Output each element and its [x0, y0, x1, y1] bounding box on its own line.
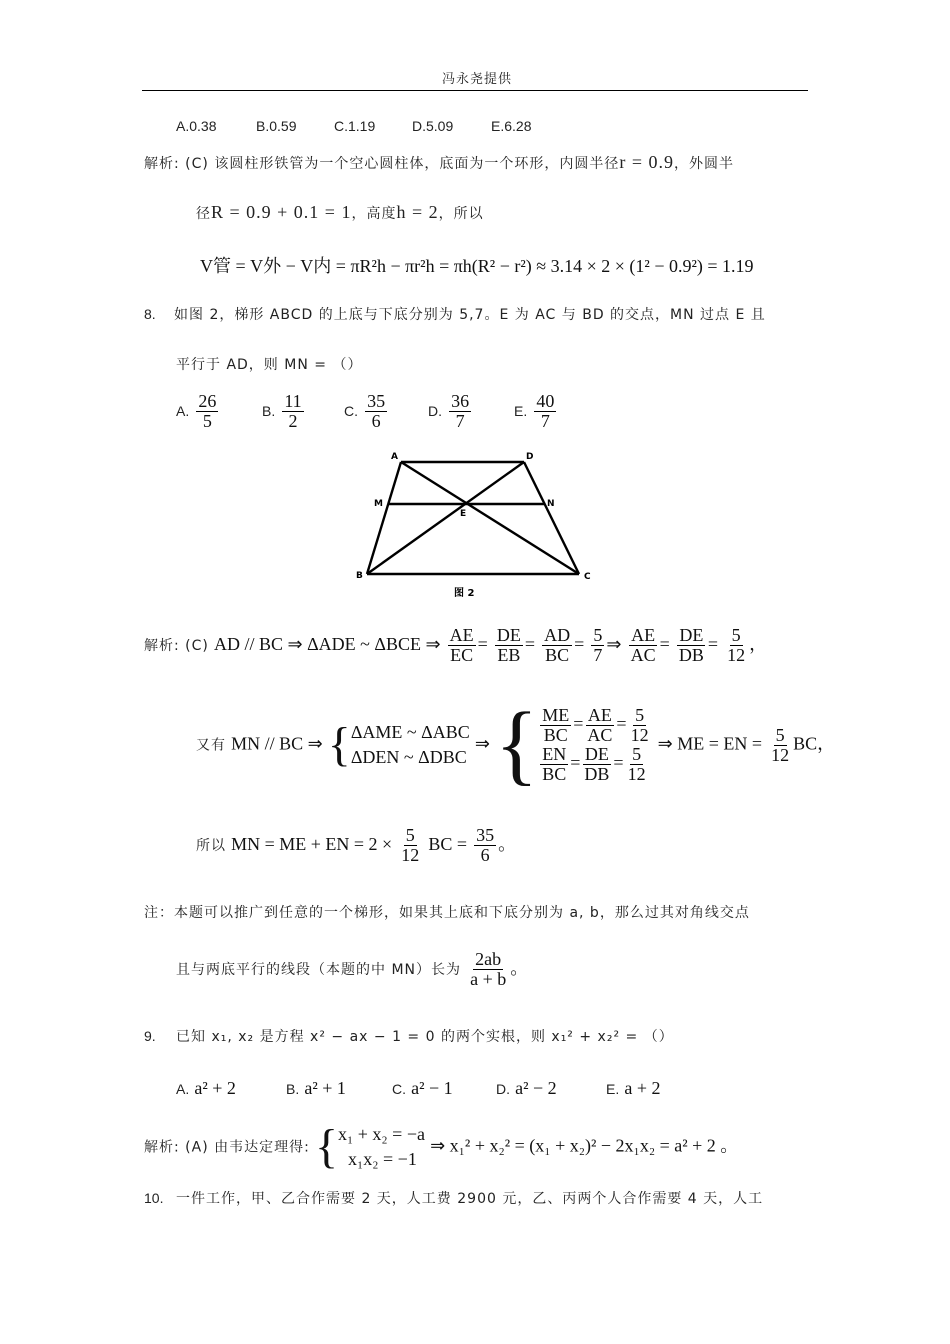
point-m-label: M — [374, 499, 383, 509]
edge-ab — [367, 462, 401, 574]
q8-option-a: A. $\frac{26}{5}$ — [176, 391, 217, 431]
q9-option-c: C. a² − 1 — [392, 1078, 453, 1098]
trapezoid-figure — [350, 448, 610, 603]
q8-stem-line1: 如图 2，梯形 ABCD 的上底与下底分别为 5,7。E 为 AC 与 BD 的交点，MN 过点 E 且 — [174, 307, 766, 323]
note-line2: 且与两底平行的线段（本题的中 MN）长为 $\frac{2ab}{a + b}$ 。 — [176, 949, 529, 989]
q9-option-e: E. a + 2 — [606, 1078, 661, 1098]
q10-stem: 一件工作，甲、乙合作需要 2 天，人工费 2900 元，乙、丙两个人合作需要 4 天，人工 — [176, 1191, 764, 1207]
q9-option-d: D. a² − 2 — [496, 1078, 557, 1098]
q10-number: 10. — [144, 1190, 164, 1206]
q7-solution-line2: 径R = 0.9 + 0.1 = 1，高度h = 2，所以 — [196, 202, 484, 222]
q8-solution-line1: 解析: (C) AD // BC ⇒ ΔADE ~ ΔBCE ⇒ $\frac{AE}{EC}$ = $\frac{DE}{EB}$ = $\frac{AD}{BC}$ = $\frac{5}{7}$ ⇒ $\frac{AE}{AC}$ = $\frac{DE}{DB}$ = $\frac{5}{12}$ ， — [144, 625, 768, 665]
q9-stem: 已知 x₁, x₂ 是方程 x² − ax − 1 = 0 的两个实根，则 x₁² + x₂² = （） — [176, 1029, 674, 1045]
q8-solution-line3: 所以 MN = ME + EN = 2 × $\frac{5}{12}$ BC = $\frac{35}{6}$ 。 — [196, 825, 517, 865]
q7-option-c: C.1.19 — [334, 118, 376, 134]
point-c-label: C — [584, 572, 591, 582]
q8-solution-line2: 又有 MN // BC ⇒ { ΔAME ~ ΔABC ΔDEN ~ ΔDBC ⇒ { $\frac{ME}{BC}$ = $\frac{AE}{AC}$ = $\frac{5}{12}$ $\frac{EN}{BC}$ = $\frac{DE}{DB}$ = $\frac{5}{12}$ ⇒ ME = EN = $\frac{5}{12}$ BC， — [196, 695, 836, 794]
q9-solution: 解析: (A) 由韦达定理得: { x₁ + x₂ = −a x₁x₂ = −1 ⇒ x₁² + x₂² = (x₁ + x₂)² − 2x₁x₂ = a² + 2 。 — [144, 1120, 739, 1174]
page-header: 冯永尧提供 — [442, 72, 513, 87]
diagonal-bd — [367, 462, 524, 574]
q9-option-a: A. a² + 2 — [176, 1078, 236, 1098]
q7-option-a: A.0.38 — [176, 118, 217, 134]
note-line1: 注：本题可以推广到任意的一个梯形，如果其上底和下底分别为 a, b，那么过其对角线交点 — [144, 905, 750, 921]
point-e-label: E — [460, 509, 467, 519]
q9-option-b: B. a² + 1 — [286, 1078, 346, 1098]
q8-option-b: B. $\frac{11}{2}$ — [262, 391, 302, 431]
q8-number: 8. — [144, 306, 156, 322]
q7-solution-line1: 解析: (C) 该圆柱形铁管为一个空心圆柱体，底面为一个环形，内圆半径r = 0.9，外圆半 — [144, 152, 734, 172]
q7-option-d: D.5.09 — [412, 118, 454, 134]
q7-volume-equation: V管 = V外 − V内 = πR²h − πr²h = πh(R² − r²) ≈ 3.14 × 2 × (1² − 0.9²) = 1.19 — [200, 256, 754, 276]
q7-option-e: E.6.28 — [491, 118, 532, 134]
point-a-label: A — [391, 452, 398, 462]
q7-option-b: B.0.59 — [256, 118, 297, 134]
q9-number: 9. — [144, 1028, 156, 1044]
header-rule — [142, 90, 808, 91]
q8-stem-line2: 平行于 AD，则 MN = （） — [176, 357, 363, 373]
point-d-label: D — [526, 452, 534, 462]
q8-option-d: D. $\frac{36}{7}$ — [428, 391, 470, 431]
q8-option-e: E. $\frac{40}{7}$ — [514, 391, 555, 431]
point-b-label: B — [356, 571, 363, 581]
figure-caption: 图 2 — [454, 588, 475, 599]
point-n-label: N — [547, 499, 555, 509]
q8-option-c: C. $\frac{35}{6}$ — [344, 391, 386, 431]
